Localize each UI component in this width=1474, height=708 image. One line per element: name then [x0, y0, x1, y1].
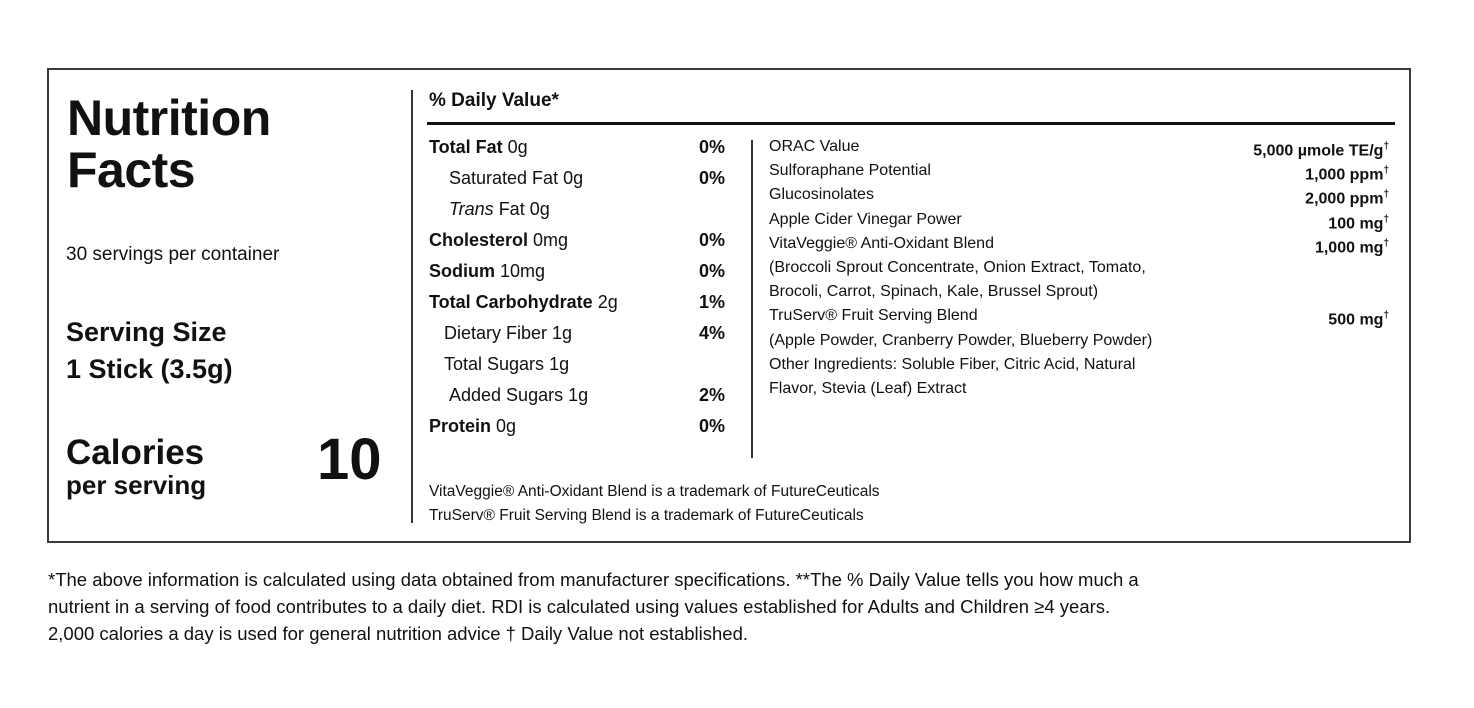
nutrient-name: Total Carbohydrate 2g — [429, 292, 618, 312]
nutrient-name: Cholesterol 0mg — [429, 230, 569, 250]
other-value-row — [769, 185, 1389, 209]
title-line-1: Nutrition — [67, 90, 271, 146]
calories-per-serving-label: per serving — [66, 470, 207, 500]
nutrition-facts-title — [67, 92, 271, 196]
nutrient-row-sodium — [429, 260, 725, 291]
nutrient-percent: 4% — [698, 323, 725, 343]
nutrient-row-added-sugars — [429, 384, 725, 415]
nutrient-percent: 0% — [698, 416, 725, 436]
trademark-note-truserv: TruServ® Fruit Serving Blend is a trademark of FutureCeuticals — [429, 507, 864, 524]
other-value-row — [769, 331, 1389, 355]
dagger-mark: † — [1383, 141, 1389, 152]
nutrient-percent: 0% — [698, 261, 725, 281]
dagger-mark: † — [1383, 237, 1389, 249]
footnote-line-3: 2,000 calories a day is used for general nutrition advice † Daily Value not established. — [48, 623, 748, 644]
nutrient-percent: 2% — [698, 385, 725, 405]
calories-value: 10 — [317, 427, 382, 492]
dagger-mark: † — [1383, 165, 1389, 177]
header-rule — [427, 122, 1395, 125]
other-value-row — [769, 161, 1389, 185]
other-value-row — [769, 282, 1389, 306]
column-divider — [411, 90, 413, 523]
footnote-line-1: *The above information is calculated using data obtained from manufacturer specifications. **The % Daily Value tells you how much a — [48, 569, 1139, 590]
nutrient-row-total-carbohydrate — [429, 291, 725, 322]
dagger-mark: † — [1383, 189, 1389, 201]
other-value-name: Flavor, Stevia (Leaf) Extract — [769, 379, 967, 397]
trademark-notes — [429, 480, 880, 528]
other-value-name: VitaVeggie® Anti-Oxidant Blend — [769, 234, 994, 252]
other-value-amount: 100 mg† — [1328, 213, 1389, 232]
nutrient-row-protein — [429, 415, 725, 446]
servings-per-container: 30 servings per container — [66, 244, 280, 265]
footnote-line-2: nutrient in a serving of food contributes to a daily diet. RDI is calculated using values established for Adults and Children ≥4 years. — [48, 596, 1111, 617]
other-value-name: ORAC Value — [769, 138, 860, 155]
nutrient-row-total-fat — [429, 136, 725, 167]
serving-size-label: Serving Size — [66, 317, 227, 347]
serving-size-value: 1 Stick (3.5g) — [66, 354, 233, 384]
other-values-table — [769, 137, 1389, 403]
other-value-name: Sulforaphane Potential — [769, 162, 931, 180]
nutrient-row-dietary-fiber — [429, 322, 725, 353]
nutrient-row-cholesterol — [429, 229, 725, 260]
nutrient-percent: 1% — [698, 292, 725, 312]
dagger-mark: † — [1383, 310, 1389, 322]
other-value-amount: 500 mg† — [1328, 310, 1389, 329]
nutrient-name: Total Sugars 1g — [444, 354, 570, 374]
nutrient-row-total-sugars — [429, 353, 725, 384]
nutrient-percent: 0% — [698, 137, 725, 157]
other-value-row — [769, 137, 1389, 161]
other-value-row — [769, 234, 1389, 258]
trademark-note-vitaveggie: VitaVeggie® Anti-Oxidant Blend is a trademark of FutureCeuticals — [429, 483, 880, 500]
footnote — [48, 566, 1418, 647]
nutrient-name: Added Sugars 1g — [449, 385, 589, 405]
other-value-name: TruServ® Fruit Serving Blend — [769, 307, 978, 325]
nutrient-table — [429, 136, 725, 446]
nutrition-facts-label — [47, 68, 1411, 543]
other-value-row — [769, 210, 1389, 234]
nutrient-percent: 0% — [698, 168, 725, 188]
other-value-name: Brocoli, Carrot, Spinach, Kale, Brussel Sprout) — [769, 283, 1099, 301]
nutrient-name: Sodium 10mg — [429, 261, 546, 281]
other-value-row — [769, 258, 1389, 282]
nutrient-percent: 0% — [698, 230, 725, 250]
title-line-2: Facts — [67, 142, 196, 198]
other-value-amount: 2,000 ppm† — [1305, 189, 1389, 208]
table-divider — [751, 140, 753, 458]
other-value-amount: 1,000 ppm† — [1305, 165, 1389, 184]
nutrient-name: Total Fat 0g — [429, 137, 528, 157]
other-value-name: (Broccoli Sprout Concentrate, Onion Extract, Tomato, — [769, 258, 1146, 276]
calories-label: Calories — [66, 433, 205, 472]
other-value-amount: 5,000 µmole TE/g† — [1253, 141, 1389, 160]
nutrient-row-saturated-fat — [429, 167, 725, 198]
daily-value-header: % Daily Value* — [429, 90, 559, 111]
other-value-amount: 1,000 mg† — [1314, 237, 1389, 257]
dagger-mark: † — [1383, 213, 1389, 225]
other-value-row — [769, 306, 1389, 330]
other-value-name: Glucosinolates — [769, 186, 874, 204]
nutrient-name: Trans Fat 0g — [449, 199, 550, 219]
nutrient-name: Dietary Fiber 1g — [444, 323, 573, 343]
nutrient-row-trans-fat — [429, 198, 725, 229]
nutrient-name: Protein 0g — [429, 416, 517, 436]
other-value-row — [769, 379, 1389, 403]
serving-size — [66, 314, 233, 388]
other-value-row — [769, 355, 1389, 379]
other-value-name: Apple Cider Vinegar Power — [769, 210, 962, 228]
other-value-name: Other Ingredients: Soluble Fiber, Citric Acid, Natural — [769, 355, 1136, 373]
nutrient-name: Saturated Fat 0g — [449, 168, 584, 188]
other-value-name: (Apple Powder, Cranberry Powder, Blueberry Powder) — [769, 331, 1153, 349]
